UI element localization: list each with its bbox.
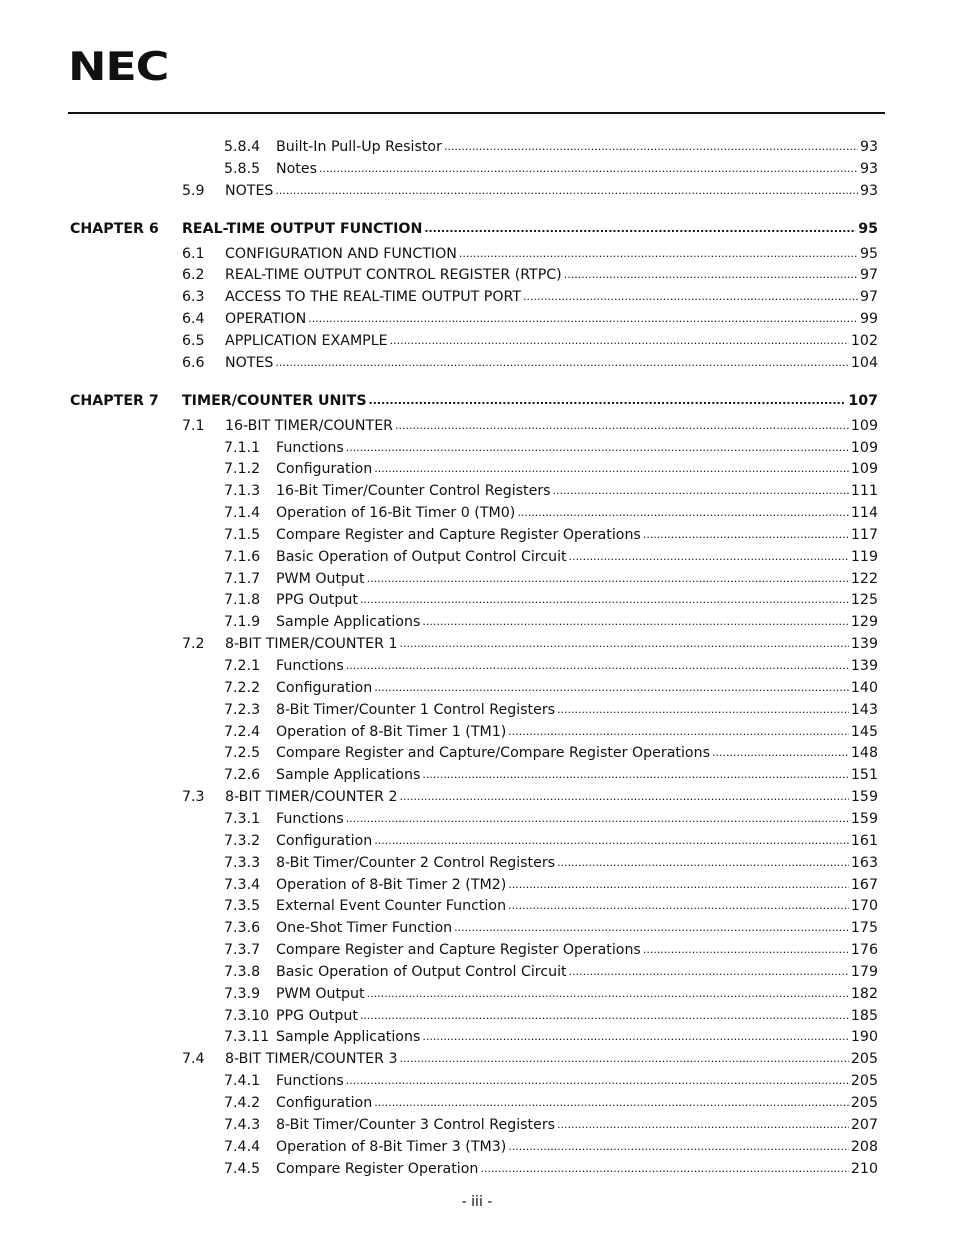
section-number: 7.2.1 bbox=[224, 658, 261, 674]
page-number-ref: 97 bbox=[859, 267, 878, 284]
section-title: Functions bbox=[276, 810, 344, 827]
section-number: 7.3.7 bbox=[224, 942, 261, 959]
dot-leader bbox=[459, 243, 858, 264]
dot-leader bbox=[400, 786, 849, 807]
page-number-ref: 119 bbox=[850, 548, 878, 565]
section-number: 7.1.1 bbox=[224, 439, 261, 456]
page-number-ref: 93 bbox=[859, 139, 878, 155]
toc-entry[interactable] bbox=[182, 309, 878, 329]
section-title: Operation of 8-Bit Timer 3 (TM3) bbox=[276, 1138, 507, 1155]
page-number-ref: 175 bbox=[850, 920, 878, 937]
dot-leader bbox=[346, 655, 849, 676]
toc-entry[interactable] bbox=[182, 265, 878, 285]
section-title: Compare Register and Capture/Compare Register Operations bbox=[276, 745, 710, 762]
section-title: 16-BIT TIMER/COUNTER bbox=[225, 417, 394, 434]
section-title: Operation of 8-Bit Timer 2 (TM2) bbox=[276, 876, 507, 893]
toc-entry[interactable] bbox=[224, 1071, 878, 1091]
section-title: Compare Register and Capture Register Operations bbox=[276, 526, 641, 543]
section-title: Configuration bbox=[276, 832, 373, 849]
toc-entry[interactable] bbox=[224, 481, 878, 501]
section-number: 7.1.4 bbox=[224, 505, 261, 522]
section-title: Sample Applications bbox=[276, 614, 421, 631]
page-number-ref: 102 bbox=[850, 332, 878, 349]
section-title: NOTES bbox=[225, 354, 274, 371]
section-number: 7.3.11 bbox=[224, 1029, 270, 1046]
section-number: 7.3.6 bbox=[224, 920, 261, 937]
page-number-ref: 125 bbox=[850, 592, 878, 609]
page-number-ref: 114 bbox=[850, 505, 878, 522]
dot-leader bbox=[346, 437, 849, 458]
toc-entry[interactable] bbox=[224, 1137, 878, 1157]
section-title: One-Shot Timer Function bbox=[276, 920, 453, 937]
page-number-ref: 179 bbox=[850, 963, 878, 980]
toc-entry[interactable] bbox=[224, 1159, 878, 1179]
section-title: Compare Register and Capture Register Operations bbox=[276, 942, 641, 959]
toc-entry[interactable] bbox=[182, 1049, 878, 1069]
chapter-label: CHAPTER 6 bbox=[70, 220, 159, 237]
toc-entry[interactable] bbox=[224, 1115, 878, 1135]
page-number-ref: 104 bbox=[850, 354, 878, 371]
section-title: 8-Bit Timer/Counter 1 Control Registers bbox=[276, 701, 556, 718]
section-number: 7.2 bbox=[182, 636, 205, 653]
section-number: 7.3.2 bbox=[224, 832, 261, 849]
page-number-ref: 129 bbox=[850, 614, 878, 631]
section-number: 7.3.9 bbox=[224, 985, 261, 1002]
page-number-ref: 205 bbox=[850, 1051, 878, 1068]
dot-leader bbox=[374, 830, 849, 851]
section-title: PPG Output bbox=[276, 1007, 358, 1024]
section-number: 5.9 bbox=[182, 182, 205, 199]
dot-leader bbox=[557, 699, 849, 720]
section-number: 6.5 bbox=[182, 332, 205, 349]
page-number-ref: 151 bbox=[850, 767, 878, 784]
toc-entry[interactable] bbox=[182, 244, 878, 264]
toc-entry[interactable] bbox=[224, 1093, 878, 1113]
section-number: 7.4.3 bbox=[224, 1116, 261, 1133]
page-number-ref: 185 bbox=[850, 1007, 878, 1024]
toc-entry[interactable] bbox=[182, 634, 878, 654]
section-title: Functions bbox=[276, 1073, 344, 1090]
section-number: 7.1 bbox=[182, 417, 205, 434]
section-title: REAL-TIME OUTPUT CONTROL REGISTER (RTPC) bbox=[225, 267, 562, 284]
section-number: 7.3.8 bbox=[224, 963, 261, 980]
toc-entry[interactable] bbox=[224, 547, 878, 567]
page-number-ref: 176 bbox=[850, 942, 878, 959]
page-number-ref: 208 bbox=[850, 1138, 878, 1155]
section-title: 8-BIT TIMER/COUNTER 2 bbox=[225, 789, 398, 806]
page-number-ref: 109 bbox=[850, 439, 878, 456]
section-number: 7.2.2 bbox=[224, 679, 261, 696]
section-number: 7.3.1 bbox=[224, 810, 261, 827]
page-number-ref: 159 bbox=[850, 810, 878, 827]
section-title: ACCESS TO THE REAL-TIME OUTPUT PORT bbox=[225, 289, 522, 306]
section-number: 7.1.2 bbox=[224, 461, 261, 478]
toc-entry[interactable] bbox=[182, 353, 878, 373]
toc-entry[interactable] bbox=[224, 984, 878, 1004]
dot-leader bbox=[374, 677, 849, 698]
section-number: 7.1.7 bbox=[224, 570, 261, 587]
toc-entry[interactable] bbox=[224, 503, 878, 523]
section-number: 7.1.8 bbox=[224, 592, 261, 609]
page-number-ref: 167 bbox=[850, 876, 878, 893]
section-title: Operation of 8-Bit Timer 1 (TM1) bbox=[276, 723, 507, 740]
toc-entry[interactable] bbox=[224, 137, 878, 157]
dot-leader bbox=[424, 218, 856, 239]
page-number-ref: 139 bbox=[850, 636, 878, 653]
section-number: 6.3 bbox=[182, 289, 205, 306]
section-title: 8-Bit Timer/Counter 2 Control Registers bbox=[276, 854, 556, 871]
dot-leader bbox=[319, 158, 858, 179]
section-title: 8-BIT TIMER/COUNTER 1 bbox=[225, 636, 398, 653]
toc-entry[interactable] bbox=[224, 765, 878, 785]
page-number-ref: 190 bbox=[850, 1029, 878, 1046]
toc-entry[interactable] bbox=[182, 181, 878, 201]
toc-entry[interactable] bbox=[224, 612, 878, 632]
dot-leader bbox=[346, 1070, 849, 1091]
dot-leader bbox=[400, 1048, 849, 1069]
section-title: REAL-TIME OUTPUT FUNCTION bbox=[182, 220, 423, 237]
dot-leader bbox=[367, 983, 849, 1004]
section-title: PPG Output bbox=[276, 592, 358, 609]
dot-leader bbox=[508, 721, 849, 742]
dot-leader bbox=[557, 1114, 849, 1135]
dot-leader bbox=[480, 1158, 849, 1179]
section-number: 5.8.5 bbox=[224, 160, 261, 177]
toc-entry[interactable] bbox=[182, 287, 878, 307]
dot-leader bbox=[508, 895, 849, 916]
section-title: APPLICATION EXAMPLE bbox=[225, 332, 388, 349]
toc-entry[interactable] bbox=[182, 331, 878, 351]
toc-entry[interactable] bbox=[224, 590, 878, 610]
section-number: 7.3.10 bbox=[224, 1007, 270, 1024]
page-number-ref: 111 bbox=[850, 483, 878, 500]
dot-leader bbox=[422, 611, 849, 632]
section-title: TIMER/COUNTER UNITS bbox=[182, 392, 367, 409]
toc-entry[interactable] bbox=[224, 159, 878, 179]
toc-entry[interactable] bbox=[224, 743, 878, 763]
toc-entry[interactable] bbox=[224, 918, 878, 938]
page-number-ref: 163 bbox=[850, 854, 878, 871]
page-number: - iii - bbox=[461, 1194, 493, 1210]
toc-entry[interactable] bbox=[224, 940, 878, 960]
section-number: 6.1 bbox=[182, 245, 205, 262]
page-number-ref: 93 bbox=[859, 160, 878, 177]
section-number: 7.4.5 bbox=[224, 1160, 261, 1177]
section-title: 8-BIT TIMER/COUNTER 3 bbox=[225, 1051, 398, 1068]
page-number-ref: 148 bbox=[850, 745, 878, 762]
page-number-ref: 140 bbox=[850, 679, 878, 696]
toc-entry[interactable] bbox=[224, 656, 878, 676]
dot-leader bbox=[643, 939, 849, 960]
dot-leader bbox=[360, 1005, 849, 1026]
toc-entry[interactable] bbox=[224, 569, 878, 589]
section-number: 7.2.6 bbox=[224, 767, 261, 784]
page-number-ref: 143 bbox=[850, 701, 878, 718]
section-number: 7.4.2 bbox=[224, 1095, 261, 1111]
dot-leader bbox=[517, 502, 849, 523]
page-number-ref: 95 bbox=[859, 245, 878, 262]
page-number-ref: 207 bbox=[850, 1116, 878, 1133]
dot-leader bbox=[422, 764, 849, 785]
toc-entry[interactable] bbox=[224, 1027, 878, 1047]
page-number-ref: 205 bbox=[850, 1073, 878, 1090]
section-title: Functions bbox=[276, 658, 344, 674]
section-title: Functions bbox=[276, 439, 344, 456]
page-number-ref: 159 bbox=[850, 789, 878, 806]
section-title: 8-Bit Timer/Counter 3 Control Registers bbox=[276, 1116, 556, 1133]
page-number-ref: 109 bbox=[850, 417, 878, 434]
dot-leader bbox=[374, 1092, 849, 1113]
section-number: 5.8.4 bbox=[224, 139, 261, 155]
section-number: 6.2 bbox=[182, 267, 205, 284]
page-number-ref: 205 bbox=[850, 1095, 878, 1111]
toc-entry[interactable] bbox=[224, 459, 878, 479]
toc-entry[interactable] bbox=[224, 525, 878, 545]
section-title: Sample Applications bbox=[276, 767, 421, 784]
page-number-ref: 97 bbox=[859, 289, 878, 306]
section-title: Notes bbox=[276, 160, 317, 177]
toc-entry[interactable] bbox=[182, 416, 878, 436]
toc-entry[interactable] bbox=[224, 700, 878, 720]
section-number: 7.4.4 bbox=[224, 1138, 261, 1155]
dot-leader bbox=[523, 286, 858, 307]
toc-entry[interactable] bbox=[224, 896, 878, 916]
toc-entry[interactable] bbox=[224, 722, 878, 742]
toc-chapter-entry[interactable] bbox=[70, 219, 878, 239]
page-number-ref: 117 bbox=[850, 526, 878, 543]
section-title: 16-Bit Timer/Counter Control Registers bbox=[276, 483, 551, 500]
dot-leader bbox=[508, 1136, 849, 1157]
dot-leader bbox=[346, 808, 849, 829]
section-number: 7.2.5 bbox=[224, 745, 261, 762]
section-number: 7.4 bbox=[182, 1051, 205, 1068]
toc-entry[interactable] bbox=[224, 853, 878, 873]
page-number-ref: 182 bbox=[850, 985, 878, 1002]
toc-entry[interactable] bbox=[224, 809, 878, 829]
section-title: OPERATION bbox=[225, 311, 307, 328]
page-number-ref: 161 bbox=[850, 832, 878, 849]
page-number-ref: 139 bbox=[850, 658, 878, 674]
dot-leader bbox=[369, 390, 847, 411]
dot-leader bbox=[395, 415, 849, 436]
page-number-ref: 107 bbox=[848, 392, 878, 409]
dot-leader bbox=[275, 352, 848, 373]
dot-leader bbox=[569, 546, 849, 567]
section-title: Operation of 16-Bit Timer 0 (TM0) bbox=[276, 505, 516, 522]
section-title: Compare Register Operation bbox=[276, 1160, 479, 1177]
toc-entry[interactable] bbox=[224, 875, 878, 895]
dot-leader bbox=[400, 633, 849, 654]
page-number-ref: 93 bbox=[859, 182, 878, 199]
page-number-ref: 210 bbox=[850, 1160, 878, 1177]
dot-leader bbox=[390, 330, 849, 351]
section-title: PWM Output bbox=[276, 985, 365, 1002]
section-title: Configuration bbox=[276, 1095, 373, 1111]
toc-entry[interactable] bbox=[182, 787, 878, 807]
page-number-ref: 170 bbox=[850, 898, 878, 915]
chapter-label: CHAPTER 7 bbox=[70, 392, 159, 409]
dot-leader bbox=[374, 458, 849, 479]
dot-leader bbox=[564, 264, 858, 285]
section-title: PWM Output bbox=[276, 570, 365, 587]
section-title: Basic Operation of Output Control Circuit bbox=[276, 548, 567, 565]
section-title: NOTES bbox=[225, 182, 274, 199]
section-number: 7.1.9 bbox=[224, 614, 261, 631]
toc-entry[interactable] bbox=[224, 678, 878, 698]
toc-entry[interactable] bbox=[224, 831, 878, 851]
dot-leader bbox=[712, 742, 849, 763]
dot-leader bbox=[360, 589, 849, 610]
dot-leader bbox=[557, 852, 849, 873]
toc-entry[interactable] bbox=[224, 1006, 878, 1026]
nec-logo: NEC bbox=[68, 45, 169, 90]
dot-leader bbox=[308, 308, 858, 329]
page-number-ref: 145 bbox=[850, 723, 878, 740]
page-number-ref: 95 bbox=[858, 220, 878, 237]
page-number-ref: 109 bbox=[850, 461, 878, 478]
dot-leader bbox=[275, 180, 858, 201]
page-number-ref: 99 bbox=[859, 311, 878, 328]
toc-chapter-entry[interactable] bbox=[70, 391, 878, 411]
dot-leader bbox=[454, 917, 849, 938]
section-number: 7.3 bbox=[182, 789, 205, 806]
section-title: External Event Counter Function bbox=[276, 898, 507, 915]
dot-leader bbox=[508, 874, 849, 895]
dot-leader bbox=[643, 524, 849, 545]
section-title: Configuration bbox=[276, 461, 373, 478]
section-number: 6.4 bbox=[182, 311, 205, 328]
section-number: 7.3.5 bbox=[224, 898, 261, 915]
section-number: 7.2.4 bbox=[224, 723, 261, 740]
section-title: CONFIGURATION AND FUNCTION bbox=[225, 245, 457, 262]
section-number: 7.4.1 bbox=[224, 1073, 261, 1090]
page-number-ref: 122 bbox=[850, 570, 878, 587]
section-title: Basic Operation of Output Control Circuit bbox=[276, 963, 567, 980]
dot-leader bbox=[569, 961, 849, 982]
section-title: Built-In Pull-Up Resistor bbox=[276, 139, 442, 155]
section-title: Configuration bbox=[276, 679, 373, 696]
section-number: 6.6 bbox=[182, 354, 205, 371]
toc-entry[interactable] bbox=[224, 962, 878, 982]
section-title: Sample Applications bbox=[276, 1029, 421, 1046]
toc-entry[interactable] bbox=[224, 438, 878, 458]
section-number: 7.2.3 bbox=[224, 701, 261, 718]
section-number: 7.1.5 bbox=[224, 526, 261, 543]
dot-leader bbox=[553, 480, 849, 501]
section-number: 7.3.3 bbox=[224, 854, 261, 871]
section-number: 7.1.3 bbox=[224, 483, 261, 500]
dot-leader bbox=[422, 1026, 849, 1047]
dot-leader bbox=[444, 136, 858, 157]
section-number: 7.3.4 bbox=[224, 876, 261, 893]
section-number: 7.1.6 bbox=[224, 548, 261, 565]
dot-leader bbox=[367, 568, 849, 589]
